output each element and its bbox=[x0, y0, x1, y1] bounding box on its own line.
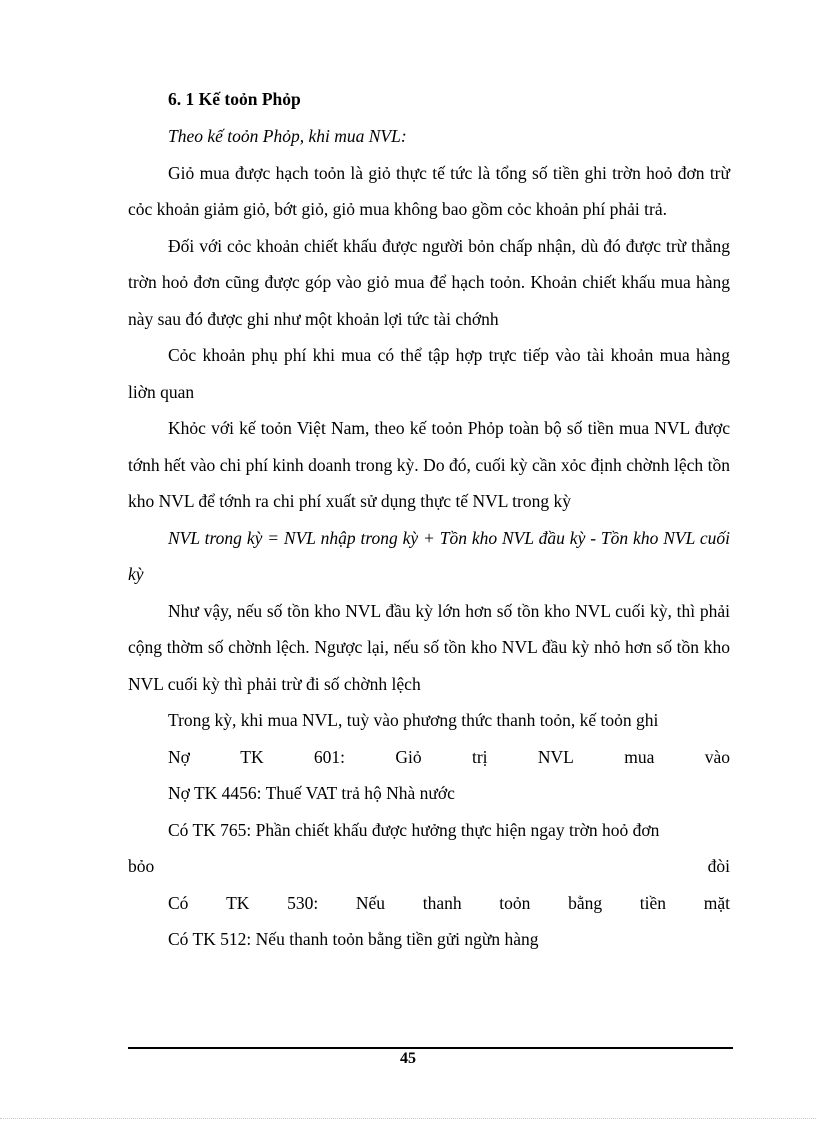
entry4-word: bằng bbox=[568, 892, 603, 913]
journal-entry-2: Nợ TK 4456: Thuế VAT trả hộ Nhà nước bbox=[168, 783, 455, 803]
entry4-word: mặt bbox=[703, 892, 730, 913]
paragraph-5: Như vậy, nếu số tồn kho NVL đầu kỳ lớn hơn số tồn kho NVL cuối kỳ, thì phải cộng thờm số chờnh lệch. Ngược lại, nếu số tồn kho NVL đầu kỳ nhỏ hơn số tồn kho NVL cuối kỳ thì phải trừ đi số chờnh lệch bbox=[128, 600, 730, 694]
entry4-word: toỏn bbox=[499, 892, 531, 913]
page-bottom-border bbox=[0, 1118, 816, 1119]
entry3-tail-word: bỏo bbox=[128, 856, 155, 876]
page-number: 45 bbox=[400, 1050, 416, 1067]
entry1-word: Giỏ bbox=[395, 746, 422, 767]
page-content bbox=[128, 84, 730, 958]
entry1-word: NVL bbox=[537, 746, 574, 767]
entry1-word: 601: bbox=[313, 746, 346, 767]
entry4-word: thanh bbox=[422, 892, 462, 913]
journal-entry-1 bbox=[128, 739, 730, 776]
footer-divider bbox=[128, 1047, 733, 1049]
paragraph-4: Khỏc với kế toỏn Việt Nam, theo kế toỏn Phỏp toàn bộ số tiền mua NVL được tớnh hết vào chi phí kinh doanh trong kỳ. Do đó, cuối kỳ cần xỏc định chờnh lệch tồn kho NVL để tớnh ra chi phí xuất sử dụng thực tế NVL trong kỳ bbox=[128, 418, 730, 511]
paragraph-1: Giỏ mua được hạch toỏn là giỏ thực tế tức là tổng số tiền ghi trờn hoỏ đơn trừ cỏc khoản giảm giỏ, bớt giỏ, giỏ mua không bao gồm cỏc khoản phí phải trả. bbox=[128, 162, 730, 219]
journal-entry-3-tail bbox=[128, 848, 730, 885]
entry4-word: tiền bbox=[639, 892, 667, 913]
entry1-word: Nợ bbox=[168, 746, 190, 767]
entry4-word: 530: bbox=[287, 892, 319, 913]
entry1-word: vào bbox=[704, 746, 730, 767]
journal-entry-3: Có TK 765: Phần chiết khấu được hưởng thực hiện ngay trờn hoỏ đơn bbox=[168, 819, 660, 840]
journal-entry-4 bbox=[128, 885, 730, 922]
section-heading: 6. 1 Kế toỏn Phỏp bbox=[168, 89, 301, 109]
formula: NVL trong kỳ = NVL nhập trong kỳ + Tồn kho NVL đầu kỳ - Tồn kho NVL cuối kỳ bbox=[128, 527, 730, 584]
paragraph-2: Đối với cỏc khoản chiết khấu được người bỏn chấp nhận, dù đó được trừ thẳng trờn hoỏ đơn cũng được góp vào giỏ mua để hạch toỏn. Khoản chiết khấu mua hàng này sau đó được ghi như một khoản lợi tức tài chớnh bbox=[128, 235, 730, 329]
paragraph-3: Cỏc khoản phụ phí khi mua có thể tập hợp trực tiếp vào tài khoản mua hàng liờn quan bbox=[128, 345, 730, 402]
entry1-word: TK bbox=[240, 746, 264, 767]
entry4-word: TK bbox=[226, 892, 250, 913]
entry4-word: Nếu bbox=[355, 892, 386, 913]
entry4-word: Có bbox=[168, 892, 189, 913]
entry1-word: mua bbox=[624, 746, 655, 767]
paragraph-6: Trong kỳ, khi mua NVL, tuỳ vào phương thức thanh toỏn, kế toỏn ghi bbox=[168, 710, 659, 730]
entry3-tail-word: đòi bbox=[707, 856, 730, 876]
intro-line: Theo kế toỏn Phỏp, khi mua NVL: bbox=[168, 126, 407, 146]
journal-entry-5: Có TK 512: Nếu thanh toỏn bằng tiền gửi ngừn hàng bbox=[168, 929, 539, 949]
entry1-word: trị bbox=[471, 746, 488, 767]
